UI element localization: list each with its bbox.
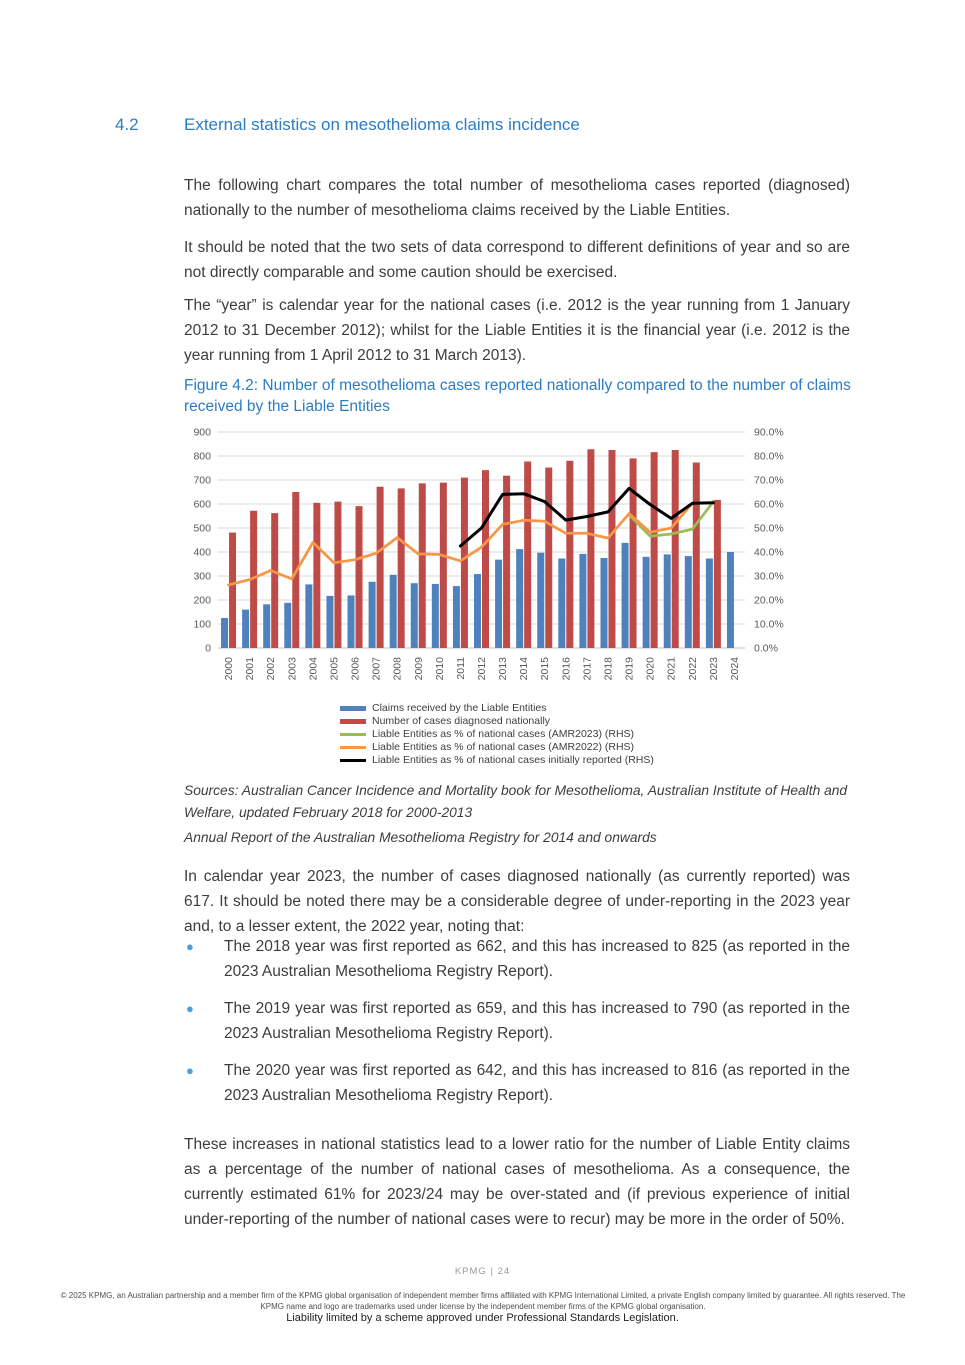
x-axis-tick-label: 2003 [286,657,299,681]
x-axis-tick-label: 2005 [328,657,341,681]
x-axis-tick-label: 2024 [728,657,741,681]
bullet-list [184,934,850,1120]
bar [630,458,637,648]
bar [608,450,615,648]
bar [558,558,565,648]
left-axis-tick-label: 700 [193,474,211,487]
left-axis-tick-label: 600 [193,498,211,511]
x-axis-tick-label: 2023 [707,657,720,681]
left-axis-tick-label: 800 [193,450,211,463]
x-axis-tick-label: 2020 [644,657,657,681]
x-axis-tick-label: 2021 [665,657,678,681]
x-axis-tick-label: 2002 [265,657,278,681]
right-axis-tick-label: 80.0% [754,450,784,463]
bar [685,556,692,648]
paragraph-intro-3: The “year” is calendar year for the national cases (i.e. 2012 is the year running from 1 January 2012 to 31 December 2012); whilst for the Liable Entities it is the financial year (i.e. 2012 is the year running from 1 April 2012 to 31 March 2013). [184,296,850,364]
x-axis-tick-label: 2015 [539,657,552,681]
legend-row [340,716,844,727]
chart-sources [184,780,850,853]
bar [411,583,418,648]
chart-plot-area [184,424,844,696]
legend-label: Claims received by the Liable Entities [372,702,547,714]
bar [524,462,531,648]
left-axis-tick-label: 900 [193,426,211,439]
bar [432,584,439,648]
legend-row [340,729,844,740]
figure-caption: Figure 4.2: Number of mesothelioma cases reported nationally compared to the number of claims received by the Liable Entities [184,376,851,415]
left-axis-tick-label: 0 [205,642,211,655]
list-item [184,934,850,984]
source-line-1: Sources: Australian Cancer Incidence and Mortality book for Mesothelioma, Australian Institute of Health and Welfare, updated February 2018 for 2000-2013 [184,783,848,820]
bar [651,452,658,648]
left-axis-tick-label: 200 [193,594,211,607]
bar [516,549,523,648]
right-axis-tick-label: 50.0% [754,522,784,535]
x-axis-tick-label: 2001 [244,657,257,681]
bar [284,603,291,648]
bar [221,618,228,648]
bar [419,483,426,648]
bullet-icon: ● [186,1001,194,1016]
footer-liability: Liability limited by a scheme approved under Professional Standards Legislation. [286,1312,679,1324]
bar [622,543,629,648]
legend-label: Number of cases diagnosed nationally [372,715,551,727]
chart-legend [184,703,844,766]
bar [453,586,460,648]
left-axis-tick-label: 500 [193,522,211,535]
bar [326,596,333,648]
x-axis-tick-label: 2007 [370,657,383,681]
paragraph-intro-2: It should be noted that the two sets of data correspond to different definitions of year and so are not directly comparable and some caution should be exercised. [184,238,850,281]
x-axis-tick-label: 2013 [497,657,510,681]
right-axis-tick-label: 40.0% [754,546,784,559]
left-axis-tick-label: 100 [193,618,211,631]
bar [482,470,489,648]
list-item [184,996,850,1046]
bar [377,487,384,648]
bar [474,574,481,648]
bar [706,558,713,648]
legend-label: Liable Entities as % of national cases initially reported (RHS) [372,754,654,766]
bar [727,552,734,648]
legend-bar-swatch [340,706,366,711]
right-axis-tick-label: 30.0% [754,570,784,583]
legend-line-swatch [340,746,366,749]
section-number: 4.2 [115,115,139,134]
x-axis-tick-label: 2017 [581,657,594,681]
bar [263,604,270,648]
bar [693,462,700,648]
left-axis-tick-label: 300 [193,570,211,583]
legend-row [340,755,844,766]
bar [271,513,278,648]
source-line-2: Annual Report of the Australian Mesothelioma Registry for 2014 and onwards [184,830,657,845]
x-axis-tick-label: 2008 [391,657,404,681]
bar [643,557,650,648]
legend-line-swatch [340,733,366,736]
x-axis-tick-label: 2000 [223,657,236,681]
right-axis-tick-label: 70.0% [754,474,784,487]
bullet-icon: ● [186,939,194,954]
footer-copyright: © 2025 KPMG, an Australian partnership and a member firm of the KPMG global organisation of independent member firms affiliated with KPMG International Limited, a private English company limited by guarantee. All rights reserved. The KPMG name and logo are trademarks used under license by the independent member firms of the KPMG global organisation. [60,1291,906,1311]
right-axis-tick-label: 60.0% [754,498,784,511]
bar [229,533,236,648]
bar [334,502,341,648]
bar [566,461,573,648]
x-axis-tick-label: 2014 [518,657,531,681]
x-axis-tick-label: 2011 [454,657,467,680]
bar [313,503,320,648]
bar [369,582,376,648]
bullet-text-2020: The 2020 year was first reported as 642, and this has increased to 816 (as reported in the 2023 Australian Mesothelioma Registry Report). [224,1062,850,1104]
bar [587,449,594,648]
x-axis-tick-label: 2009 [412,657,425,681]
bar [461,478,468,648]
list-item [184,1058,850,1108]
x-axis-tick-label: 2012 [476,657,488,681]
bar [390,575,397,648]
right-axis-tick-label: 90.0% [754,426,784,439]
bar [356,506,363,648]
bar [242,610,249,648]
right-axis-tick-label: 0.0% [754,642,778,655]
bar [503,476,510,648]
x-axis-tick-label: 2010 [433,657,446,681]
bar [398,488,405,648]
x-axis-tick-label: 2016 [560,657,573,681]
legend-label: Liable Entities as % of national cases (AMR2022) (RHS) [372,741,635,753]
x-axis-tick-label: 2004 [307,657,320,681]
footer-page-label: KPMG | 24 [454,1266,511,1277]
paragraph-intro-1: The following chart compares the total number of mesothelioma cases reported (diagnosed) nationally to the number of mesothelioma claims received by the Liable Entities. [184,176,850,219]
legend-label: Liable Entities as % of national cases (AMR2023) (RHS) [372,728,635,740]
bar [545,468,552,648]
left-axis-tick-label: 400 [193,546,211,559]
bar [664,554,671,648]
bar [600,558,607,648]
paragraph-after-chart: In calendar year 2023, the number of cases diagnosed nationally (as currently reported) was 617. It should be noted there may be a considerable degree of under-reporting in the 2023 year and, to a lesser extent, the 2022 year, noting that: [184,867,850,935]
x-axis-tick-label: 2018 [602,657,615,681]
bar [440,483,447,648]
bar [305,584,312,648]
bar [348,595,355,648]
bullet-icon: ● [186,1063,194,1078]
bar [579,554,586,648]
x-axis-tick-label: 2019 [623,657,636,681]
bar [672,450,679,648]
section-heading [115,113,875,137]
bar [537,553,544,648]
bullet-text-2018: The 2018 year was first reported as 662, and this has increased to 825 (as reported in the 2023 Australian Mesothelioma Registry Report). [224,938,850,980]
legend-line-swatch [340,759,366,762]
right-axis-tick-label: 10.0% [754,618,784,631]
x-axis-tick-label: 2022 [686,657,699,681]
bar [495,560,502,648]
bar [714,500,721,648]
legend-bar-swatch [340,719,366,724]
figure-4-2-chart [184,424,844,768]
right-axis-tick-label: 20.0% [754,594,784,607]
x-axis-tick-label: 2006 [349,657,362,681]
bullet-text-2019: The 2019 year was first reported as 659, and this has increased to 790 (as reported in the 2023 Australian Mesothelioma Registry Report). [224,1000,850,1042]
legend-row [340,703,844,714]
legend-row [340,742,844,753]
section-title: External statistics on mesothelioma claims incidence [184,115,580,134]
paragraph-closing: These increases in national statistics lead to a lower ratio for the number of Liable Entity claims as a percentage of the number of national cases of mesothelioma. As a consequence, the currently estimated 61% for 2023/24 may be over-stated and (if previous experience of initial under-reporting of the number of national cases were to recur) may be more in the order of 50%. [184,1135,850,1228]
